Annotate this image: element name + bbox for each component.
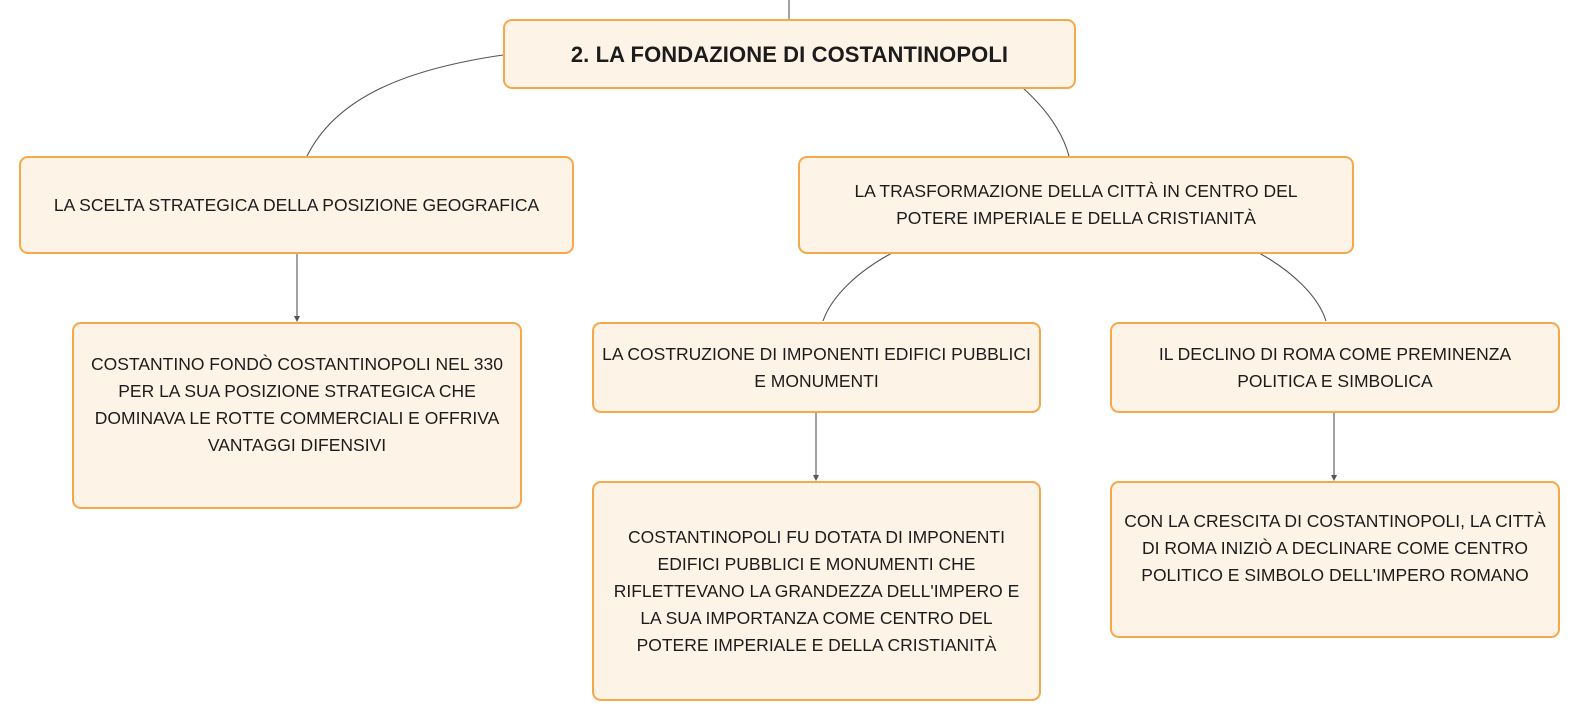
trasformazione-node[interactable] bbox=[798, 156, 1354, 254]
root-node-label: 2. LA FONDAZIONE DI COSTANTINOPOLI bbox=[570, 41, 1009, 67]
connector-root-trasformazione bbox=[1023, 88, 1069, 156]
scelta-strategica-label: LA SCELTA STRATEGICA DELLA POSIZIONE GEOGRAFICA bbox=[53, 194, 540, 215]
declino-node[interactable] bbox=[1110, 322, 1560, 413]
trasformazione-label: LA TRASFORMAZIONE DELLA CITTÀ IN CENTRO DEL POTERE IMPERIALE E DELLA CRISTIANITÀ bbox=[854, 181, 1298, 228]
connector-trasformazione-costruzione bbox=[823, 253, 892, 321]
costruzione-node[interactable] bbox=[592, 322, 1041, 413]
costruzione-detail-node[interactable] bbox=[592, 481, 1041, 701]
scelta-strategica-node[interactable] bbox=[19, 156, 574, 254]
connector-root-scelta bbox=[307, 55, 503, 156]
connector-trasformazione-declino bbox=[1259, 253, 1326, 321]
scelta-detail-node[interactable] bbox=[72, 322, 522, 509]
declino-label: IL DECLINO DI ROMA COME PREMINENZA POLITICA E SIMBOLICA bbox=[1158, 343, 1512, 391]
declino-detail-node[interactable] bbox=[1110, 481, 1560, 638]
costruzione-detail-label: COSTANTINOPOLI FU DOTATA DI IMPONENTI EDIFICI PUBBLICI E MONUMENTI CHE RIFLETTEVANO LA GRANDEZZA DELL'IMPERO E LA SUA IMPORTANZA COME CENTRO DEL POTERE IMPERIALE E DELLA CRISTIANITÀ bbox=[613, 526, 1020, 655]
declino-detail-label: CON LA CRESCITA DI COSTANTINOPOLI, LA CITTÀ DI ROMA INIZIÒ A DECLINARE COME CENTRO POLITICO E SIMBOLO DELL'IMPERO ROMANO bbox=[1124, 511, 1546, 585]
scelta-detail-label: COSTANTINO FONDÒ COSTANTINOPOLI NEL 330 PER LA SUA POSIZIONE STRATEGICA CHE DOMINAVA LE ROTTE COMMERCIALI E OFFRIVA VANTAGGI DIFENSIVI bbox=[91, 353, 503, 455]
costruzione-label: LA COSTRUZIONE DI IMPONENTI EDIFICI PUBBLICI E MONUMENTI bbox=[602, 343, 1031, 391]
root-node[interactable] bbox=[503, 19, 1076, 89]
